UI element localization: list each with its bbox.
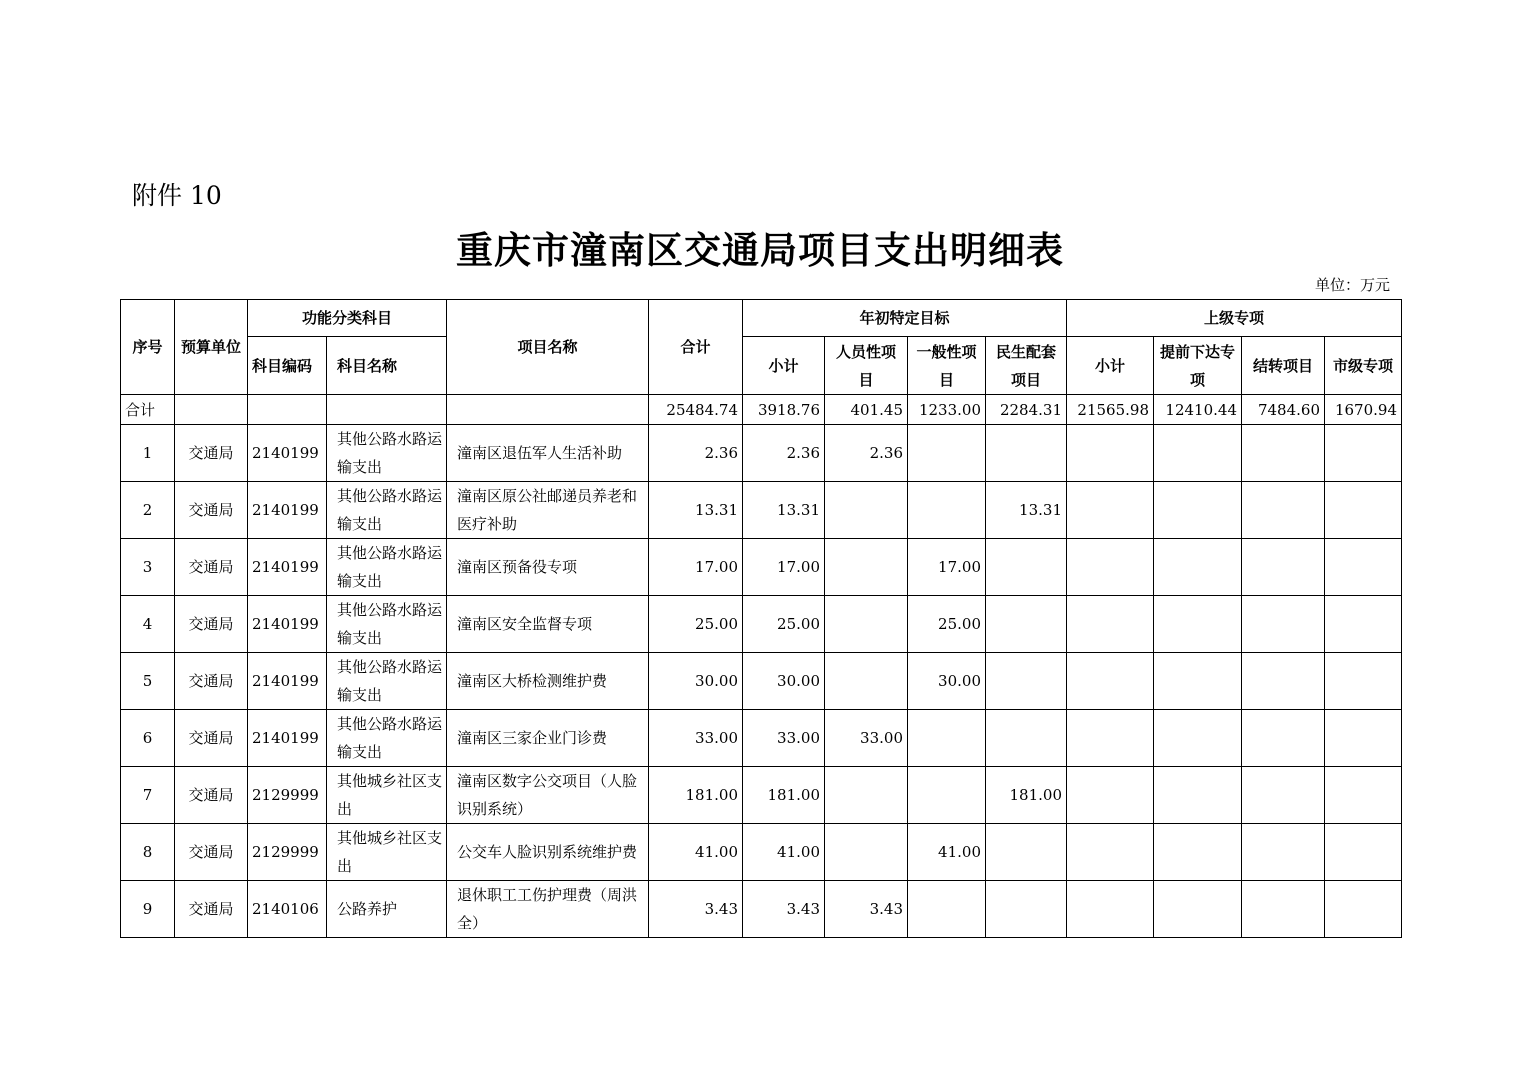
row-upper-empty bbox=[1067, 539, 1154, 596]
row-a-general: 41.00 bbox=[908, 824, 986, 881]
row-dept: 交通局 bbox=[175, 710, 248, 767]
row-upper-empty bbox=[1325, 596, 1402, 653]
total-a-livelihood: 2284.31 bbox=[986, 395, 1067, 425]
row-seq: 4 bbox=[121, 596, 175, 653]
row-dept: 交通局 bbox=[175, 881, 248, 938]
row-a-sub: 13.31 bbox=[743, 482, 825, 539]
table-row bbox=[121, 425, 1402, 482]
header-u-advance: 提前下达专项 bbox=[1154, 337, 1242, 395]
row-seq: 8 bbox=[121, 824, 175, 881]
row-dept: 交通局 bbox=[175, 596, 248, 653]
row-upper-empty bbox=[1325, 539, 1402, 596]
row-upper-empty bbox=[1067, 824, 1154, 881]
row-project: 潼南区大桥检测维护费 bbox=[447, 653, 649, 710]
row-a-sub: 181.00 bbox=[743, 767, 825, 824]
row-upper-empty bbox=[1154, 710, 1242, 767]
header-annual-group: 年初特定目标 bbox=[743, 300, 1067, 337]
row-a-personnel bbox=[825, 767, 908, 824]
row-upper-empty bbox=[1242, 425, 1325, 482]
row-upper-empty bbox=[1242, 653, 1325, 710]
header-project: 项目名称 bbox=[447, 300, 649, 395]
row-a-personnel: 2.36 bbox=[825, 425, 908, 482]
header-dept: 预算单位 bbox=[175, 300, 248, 395]
row-upper-empty bbox=[1325, 425, 1402, 482]
row-upper-empty bbox=[1242, 767, 1325, 824]
row-a-sub: 33.00 bbox=[743, 710, 825, 767]
row-seq: 5 bbox=[121, 653, 175, 710]
row-upper-empty bbox=[1242, 710, 1325, 767]
row-category: 其他公路水路运输支出 bbox=[327, 710, 447, 767]
row-upper-empty bbox=[1067, 767, 1154, 824]
total-a-sub: 3918.76 bbox=[743, 395, 825, 425]
row-a-personnel bbox=[825, 824, 908, 881]
row-upper-empty bbox=[1242, 824, 1325, 881]
header-u-carry: 结转项目 bbox=[1242, 337, 1325, 395]
row-total: 30.00 bbox=[649, 653, 743, 710]
row-dept: 交通局 bbox=[175, 482, 248, 539]
total-a-personnel: 401.45 bbox=[825, 395, 908, 425]
row-seq: 6 bbox=[121, 710, 175, 767]
row-seq: 2 bbox=[121, 482, 175, 539]
header-total: 合计 bbox=[649, 300, 743, 395]
row-upper-empty bbox=[1154, 767, 1242, 824]
total-u-sub: 21565.98 bbox=[1067, 395, 1154, 425]
row-upper-empty bbox=[1242, 482, 1325, 539]
header-a-sub: 小计 bbox=[743, 337, 825, 395]
row-a-sub: 25.00 bbox=[743, 596, 825, 653]
row-code: 2140199 bbox=[248, 482, 327, 539]
row-upper-empty bbox=[1154, 482, 1242, 539]
row-upper-empty bbox=[1154, 425, 1242, 482]
row-upper-empty bbox=[1067, 425, 1154, 482]
row-seq: 1 bbox=[121, 425, 175, 482]
row-a-livelihood bbox=[986, 596, 1067, 653]
header-func-group: 功能分类科目 bbox=[248, 300, 447, 337]
row-dept: 交通局 bbox=[175, 425, 248, 482]
table-row bbox=[121, 653, 1402, 710]
row-upper-empty bbox=[1154, 653, 1242, 710]
row-a-sub: 17.00 bbox=[743, 539, 825, 596]
row-upper-empty bbox=[1325, 710, 1402, 767]
attachment-label: 附件 10 bbox=[132, 181, 222, 210]
row-upper-empty bbox=[1325, 767, 1402, 824]
total-label: 合计 bbox=[121, 395, 175, 425]
row-a-livelihood bbox=[986, 710, 1067, 767]
row-upper-empty bbox=[1242, 539, 1325, 596]
row-dept: 交通局 bbox=[175, 539, 248, 596]
row-total: 17.00 bbox=[649, 539, 743, 596]
header-u-sub: 小计 bbox=[1067, 337, 1154, 395]
row-code: 2129999 bbox=[248, 767, 327, 824]
row-upper-empty bbox=[1325, 482, 1402, 539]
row-a-general bbox=[908, 881, 986, 938]
total-a-general: 1233.00 bbox=[908, 395, 986, 425]
row-upper-empty bbox=[1154, 881, 1242, 938]
total-row bbox=[121, 395, 1402, 425]
header-u-city: 市级专项 bbox=[1325, 337, 1402, 395]
row-upper-empty bbox=[1154, 596, 1242, 653]
row-a-sub: 30.00 bbox=[743, 653, 825, 710]
row-a-general bbox=[908, 425, 986, 482]
table-row bbox=[121, 824, 1402, 881]
unit-label: 单位：万元 bbox=[1314, 276, 1390, 294]
row-project: 潼南区预备役专项 bbox=[447, 539, 649, 596]
row-upper-empty bbox=[1242, 596, 1325, 653]
row-a-livelihood bbox=[986, 881, 1067, 938]
row-upper-empty bbox=[1242, 881, 1325, 938]
row-upper-empty bbox=[1067, 710, 1154, 767]
total-u-carry: 7484.60 bbox=[1242, 395, 1325, 425]
row-code: 2140199 bbox=[248, 539, 327, 596]
row-project: 潼南区数字公交项目（人脸识别系统） bbox=[447, 767, 649, 824]
row-project: 潼南区三家企业门诊费 bbox=[447, 710, 649, 767]
header-cat-name: 科目名称 bbox=[327, 337, 447, 395]
row-a-sub: 3.43 bbox=[743, 881, 825, 938]
row-a-personnel bbox=[825, 539, 908, 596]
row-upper-empty bbox=[1325, 824, 1402, 881]
row-upper-empty bbox=[1067, 482, 1154, 539]
total-u-advance: 12410.44 bbox=[1154, 395, 1242, 425]
row-a-general bbox=[908, 767, 986, 824]
row-a-livelihood: 181.00 bbox=[986, 767, 1067, 824]
row-category: 其他公路水路运输支出 bbox=[327, 653, 447, 710]
row-category: 其他城乡社区支出 bbox=[327, 824, 447, 881]
table-row bbox=[121, 710, 1402, 767]
page-title: 重庆市潼南区交通局项目支出明细表 bbox=[456, 229, 1064, 272]
row-a-livelihood bbox=[986, 539, 1067, 596]
row-category: 其他城乡社区支出 bbox=[327, 767, 447, 824]
row-upper-empty bbox=[1067, 596, 1154, 653]
row-category: 公路养护 bbox=[327, 881, 447, 938]
row-category: 其他公路水路运输支出 bbox=[327, 425, 447, 482]
table-row bbox=[121, 482, 1402, 539]
row-project: 退休职工工伤护理费（周洪全） bbox=[447, 881, 649, 938]
row-code: 2140199 bbox=[248, 425, 327, 482]
row-a-sub: 41.00 bbox=[743, 824, 825, 881]
header-a-general: 一般性项目 bbox=[908, 337, 986, 395]
row-category: 其他公路水路运输支出 bbox=[327, 539, 447, 596]
row-a-livelihood bbox=[986, 653, 1067, 710]
row-upper-empty bbox=[1067, 881, 1154, 938]
row-project: 潼南区安全监督专项 bbox=[447, 596, 649, 653]
row-a-general: 30.00 bbox=[908, 653, 986, 710]
row-code: 2140106 bbox=[248, 881, 327, 938]
row-a-personnel bbox=[825, 482, 908, 539]
row-upper-empty bbox=[1325, 653, 1402, 710]
header-code: 科目编码 bbox=[248, 337, 327, 395]
row-a-livelihood: 13.31 bbox=[986, 482, 1067, 539]
row-a-general: 17.00 bbox=[908, 539, 986, 596]
row-a-personnel: 3.43 bbox=[825, 881, 908, 938]
row-category: 其他公路水路运输支出 bbox=[327, 596, 447, 653]
row-a-general bbox=[908, 482, 986, 539]
table-row bbox=[121, 881, 1402, 938]
row-a-personnel: 33.00 bbox=[825, 710, 908, 767]
row-total: 13.31 bbox=[649, 482, 743, 539]
table-row bbox=[121, 539, 1402, 596]
row-a-general: 25.00 bbox=[908, 596, 986, 653]
header-a-livelihood: 民生配套项目 bbox=[986, 337, 1067, 395]
row-code: 2129999 bbox=[248, 824, 327, 881]
total-amount: 25484.74 bbox=[649, 395, 743, 425]
row-project: 潼南区原公社邮递员养老和医疗补助 bbox=[447, 482, 649, 539]
project-expenditure-table bbox=[120, 299, 1402, 938]
row-total: 41.00 bbox=[649, 824, 743, 881]
row-total: 25.00 bbox=[649, 596, 743, 653]
row-upper-empty bbox=[1154, 824, 1242, 881]
row-total: 181.00 bbox=[649, 767, 743, 824]
header-seq: 序号 bbox=[121, 300, 175, 395]
row-project: 潼南区退伍军人生活补助 bbox=[447, 425, 649, 482]
row-total: 3.43 bbox=[649, 881, 743, 938]
row-category: 其他公路水路运输支出 bbox=[327, 482, 447, 539]
total-u-city: 1670.94 bbox=[1325, 395, 1402, 425]
row-code: 2140199 bbox=[248, 596, 327, 653]
row-project: 公交车人脸识别系统维护费 bbox=[447, 824, 649, 881]
row-code: 2140199 bbox=[248, 710, 327, 767]
row-upper-empty bbox=[1154, 539, 1242, 596]
row-dept: 交通局 bbox=[175, 767, 248, 824]
row-a-livelihood bbox=[986, 425, 1067, 482]
table-row bbox=[121, 767, 1402, 824]
row-total: 33.00 bbox=[649, 710, 743, 767]
row-code: 2140199 bbox=[248, 653, 327, 710]
row-a-sub: 2.36 bbox=[743, 425, 825, 482]
header-a-personnel: 人员性项目 bbox=[825, 337, 908, 395]
row-dept: 交通局 bbox=[175, 653, 248, 710]
row-seq: 3 bbox=[121, 539, 175, 596]
row-a-general bbox=[908, 710, 986, 767]
row-upper-empty bbox=[1325, 881, 1402, 938]
row-dept: 交通局 bbox=[175, 824, 248, 881]
row-total: 2.36 bbox=[649, 425, 743, 482]
row-a-personnel bbox=[825, 596, 908, 653]
row-seq: 9 bbox=[121, 881, 175, 938]
header-upper-group: 上级专项 bbox=[1067, 300, 1402, 337]
table-row bbox=[121, 596, 1402, 653]
row-a-livelihood bbox=[986, 824, 1067, 881]
row-a-personnel bbox=[825, 653, 908, 710]
row-seq: 7 bbox=[121, 767, 175, 824]
row-upper-empty bbox=[1067, 653, 1154, 710]
